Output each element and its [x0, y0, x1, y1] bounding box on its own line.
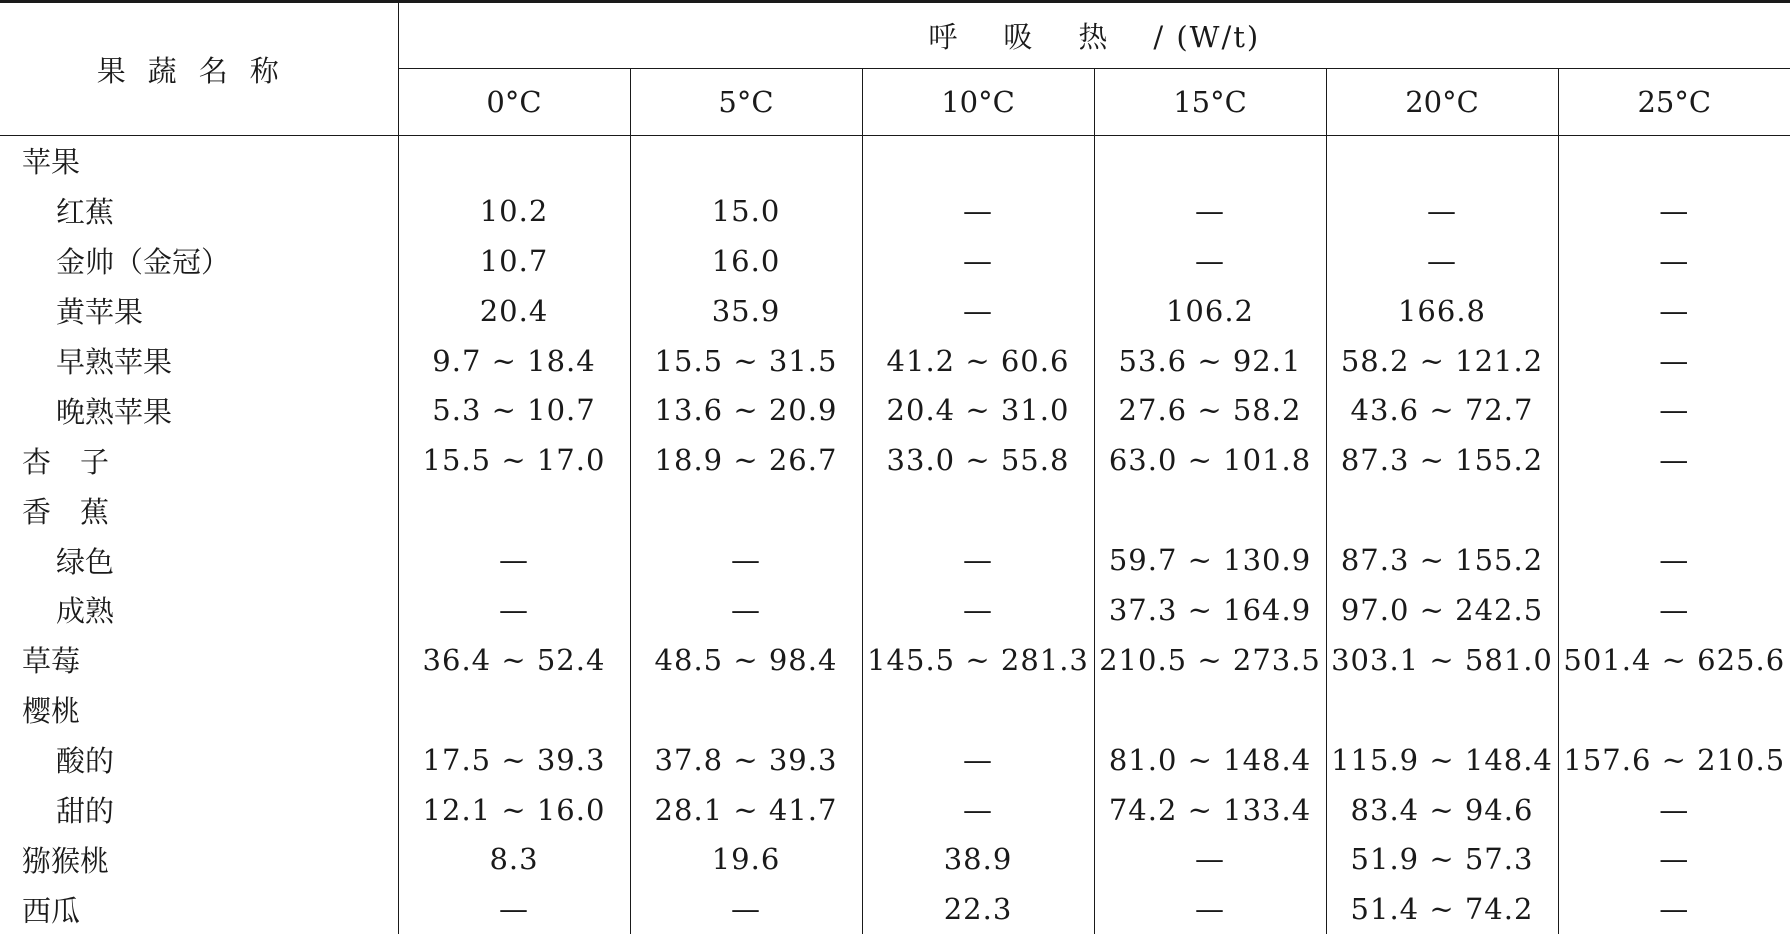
heat-value-cell: —: [862, 236, 1094, 286]
variety-name-cell: 酸的: [0, 735, 398, 785]
table-row: [0, 336, 1790, 386]
table-row: [0, 435, 1790, 485]
heat-value-cell: —: [1558, 585, 1790, 635]
heat-value-cell: [862, 685, 1094, 735]
heat-value-cell: —: [862, 785, 1094, 835]
heat-value-cell: —: [1558, 385, 1790, 435]
variety-name-cell: 金帅（金冠）: [0, 236, 398, 286]
heat-value-cell: [1094, 685, 1326, 735]
table-row: [0, 186, 1790, 236]
temperature-header: 0°C: [398, 69, 630, 136]
heat-value-cell: [1558, 685, 1790, 735]
variety-name-cell: 绿色: [0, 535, 398, 585]
group-header-word: 呼: [928, 15, 959, 56]
variety-name-cell: 成熟: [0, 585, 398, 635]
heat-value-cell: —: [1558, 785, 1790, 835]
heat-value-cell: [862, 136, 1094, 186]
heat-value-cell: 38.9: [862, 834, 1094, 884]
heat-value-cell: —: [1094, 186, 1326, 236]
heat-value-cell: 48.5 ~ 98.4: [630, 635, 862, 685]
heat-value-cell: 58.2 ~ 121.2: [1326, 336, 1558, 386]
heat-value-cell: 27.6 ~ 58.2: [1094, 385, 1326, 435]
heat-value-cell: 115.9 ~ 148.4: [1326, 735, 1558, 785]
group-header-word: 吸: [1003, 15, 1034, 56]
table-row: [0, 834, 1790, 884]
heat-value-cell: 51.9 ~ 57.3: [1326, 834, 1558, 884]
heat-value-cell: —: [630, 884, 862, 934]
table-body: [0, 136, 1790, 934]
heat-value-cell: 81.0 ~ 148.4: [1094, 735, 1326, 785]
heat-value-cell: 18.9 ~ 26.7: [630, 435, 862, 485]
heat-value-cell: [398, 136, 630, 186]
heat-value-cell: 5.3 ~ 10.7: [398, 385, 630, 435]
temperature-header: 15°C: [1094, 69, 1326, 136]
heat-value-cell: 10.2: [398, 186, 630, 236]
table-row: [0, 884, 1790, 934]
heat-value-cell: 9.7 ~ 18.4: [398, 336, 630, 386]
heat-value-cell: —: [1326, 236, 1558, 286]
table-row: [0, 136, 1790, 186]
table-row: [0, 635, 1790, 685]
heat-value-cell: 20.4: [398, 286, 630, 336]
table-row: [0, 236, 1790, 286]
heat-value-cell: 37.3 ~ 164.9: [1094, 585, 1326, 635]
heat-value-cell: 166.8: [1326, 286, 1558, 336]
heat-value-cell: [398, 485, 630, 535]
table-row: [0, 585, 1790, 635]
heat-value-cell: —: [1326, 186, 1558, 236]
fruit-name-cell: 猕猴桃: [0, 834, 398, 884]
heat-value-cell: 12.1 ~ 16.0: [398, 785, 630, 835]
heat-value-cell: —: [630, 585, 862, 635]
heat-value-cell: [1326, 485, 1558, 535]
heat-value-cell: —: [398, 884, 630, 934]
heat-value-cell: 19.6: [630, 834, 862, 884]
heat-value-cell: 16.0: [630, 236, 862, 286]
heat-value-cell: 37.8 ~ 39.3: [630, 735, 862, 785]
variety-name-cell: 甜的: [0, 785, 398, 835]
heat-value-cell: 15.5 ~ 17.0: [398, 435, 630, 485]
heat-value-cell: —: [398, 535, 630, 585]
heat-value-cell: 51.4 ~ 74.2: [1326, 884, 1558, 934]
temperature-header: 10°C: [862, 69, 1094, 136]
heat-value-cell: [862, 485, 1094, 535]
heat-value-cell: —: [1558, 435, 1790, 485]
heat-value-cell: 501.4 ~ 625.6: [1558, 635, 1790, 685]
heat-value-cell: 87.3 ~ 155.2: [1326, 535, 1558, 585]
heat-value-cell: 106.2: [1094, 286, 1326, 336]
variety-name-cell: 早熟苹果: [0, 336, 398, 386]
heat-value-cell: [1094, 485, 1326, 535]
heat-value-cell: 33.0 ~ 55.8: [862, 435, 1094, 485]
heat-value-cell: 36.4 ~ 52.4: [398, 635, 630, 685]
heat-value-cell: 41.2 ~ 60.6: [862, 336, 1094, 386]
fruit-name-cell: 苹果: [0, 136, 398, 186]
heat-value-cell: 53.6 ~ 92.1: [1094, 336, 1326, 386]
heat-value-cell: 35.9: [630, 286, 862, 336]
fruit-name-cell: 西瓜: [0, 884, 398, 934]
heat-value-cell: 83.4 ~ 94.6: [1326, 785, 1558, 835]
heat-value-cell: 97.0 ~ 242.5: [1326, 585, 1558, 635]
fruit-name-cell: 香 蕉: [0, 485, 398, 535]
heat-value-cell: 43.6 ~ 72.7: [1326, 385, 1558, 435]
variety-name-cell: 黄苹果: [0, 286, 398, 336]
heat-value-cell: —: [862, 735, 1094, 785]
heat-value-cell: —: [1094, 884, 1326, 934]
heat-value-cell: —: [1094, 236, 1326, 286]
heat-value-cell: 22.3: [862, 884, 1094, 934]
temperature-header: 20°C: [1326, 69, 1558, 136]
heat-value-cell: —: [1558, 535, 1790, 585]
temperature-header: 25°C: [1558, 69, 1790, 136]
respiration-heat-group-header: [398, 2, 1790, 69]
heat-value-cell: —: [862, 585, 1094, 635]
fruit-name-cell: 草莓: [0, 635, 398, 685]
heat-value-cell: 303.1 ~ 581.0: [1326, 635, 1558, 685]
heat-value-cell: 59.7 ~ 130.9: [1094, 535, 1326, 585]
heat-value-cell: —: [1558, 286, 1790, 336]
heat-value-cell: [1094, 136, 1326, 186]
heat-value-cell: 13.6 ~ 20.9: [630, 385, 862, 435]
heat-value-cell: 28.1 ~ 41.7: [630, 785, 862, 835]
heat-value-cell: 20.4 ~ 31.0: [862, 385, 1094, 435]
heat-value-cell: 8.3: [398, 834, 630, 884]
heat-value-cell: [630, 136, 862, 186]
heat-value-cell: —: [630, 535, 862, 585]
heat-value-cell: —: [398, 585, 630, 635]
table-row: [0, 385, 1790, 435]
temperature-header: 5°C: [630, 69, 862, 136]
heat-value-cell: [1326, 685, 1558, 735]
heat-value-cell: —: [1558, 336, 1790, 386]
variety-name-cell: 红蕉: [0, 186, 398, 236]
table-row: [0, 735, 1790, 785]
heat-value-cell: 10.7: [398, 236, 630, 286]
heat-value-cell: —: [1558, 884, 1790, 934]
heat-value-cell: 74.2 ~ 133.4: [1094, 785, 1326, 835]
heat-value-cell: 15.0: [630, 186, 862, 236]
heat-value-cell: —: [1558, 236, 1790, 286]
heat-value-cell: —: [862, 286, 1094, 336]
heat-value-cell: 210.5 ~ 273.5: [1094, 635, 1326, 685]
heat-value-cell: [1558, 485, 1790, 535]
fruit-name-cell: 杏 子: [0, 435, 398, 485]
heat-value-cell: 17.5 ~ 39.3: [398, 735, 630, 785]
heat-value-cell: [398, 685, 630, 735]
heat-value-cell: —: [1558, 834, 1790, 884]
heat-value-cell: [630, 485, 862, 535]
table-row: [0, 685, 1790, 735]
heat-value-cell: —: [862, 186, 1094, 236]
heat-value-cell: —: [1094, 834, 1326, 884]
fruit-name-cell: 樱桃: [0, 685, 398, 735]
table-row: [0, 286, 1790, 336]
table-row: [0, 785, 1790, 835]
heat-value-cell: 15.5 ~ 31.5: [630, 336, 862, 386]
heat-value-cell: 87.3 ~ 155.2: [1326, 435, 1558, 485]
heat-value-cell: 145.5 ~ 281.3: [862, 635, 1094, 685]
group-header-word: 热: [1078, 15, 1109, 56]
table-row: [0, 535, 1790, 585]
heat-value-cell: 63.0 ~ 101.8: [1094, 435, 1326, 485]
group-header-unit: / (W/t): [1153, 20, 1260, 54]
heat-value-cell: 157.6 ~ 210.5: [1558, 735, 1790, 785]
heat-value-cell: [1326, 136, 1558, 186]
variety-name-cell: 晚熟苹果: [0, 385, 398, 435]
table-row: [0, 485, 1790, 535]
heat-value-cell: [630, 685, 862, 735]
name-column-header: 果蔬名称: [0, 2, 398, 136]
heat-value-cell: [1558, 136, 1790, 186]
heat-value-cell: —: [1558, 186, 1790, 236]
heat-value-cell: —: [862, 535, 1094, 585]
